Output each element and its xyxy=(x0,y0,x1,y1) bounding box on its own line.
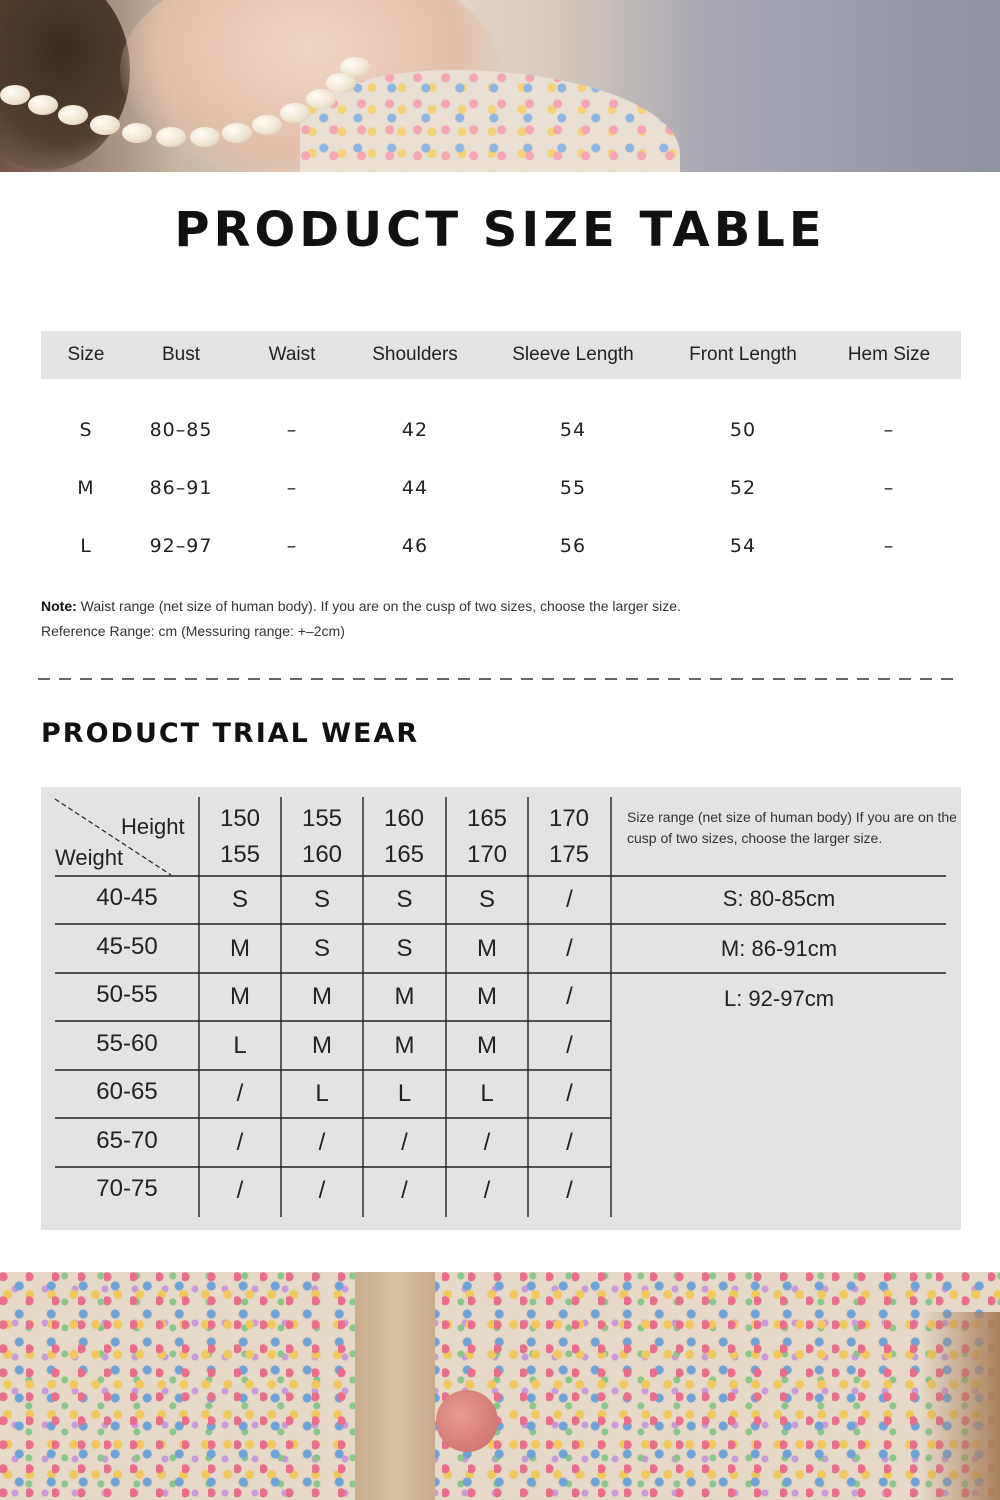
size-chart-card xyxy=(0,172,1000,1272)
bottom-product-photo xyxy=(0,1272,1000,1500)
cardigan-placket xyxy=(355,1272,435,1500)
note-line xyxy=(41,594,681,619)
size-recommendation-cell: / xyxy=(236,1177,244,1204)
size-cell: S xyxy=(79,419,93,441)
bust-cell: 92–97 xyxy=(149,535,213,557)
pearl xyxy=(252,115,282,135)
size-recommendation-cell: / xyxy=(483,1177,491,1204)
header-hem-size: Hem Size xyxy=(847,344,931,365)
weight-range-label: 70-75 xyxy=(96,1175,158,1202)
front-length-cell: 54 xyxy=(729,535,757,557)
waist-cell: – xyxy=(286,419,298,441)
height-from: 160 xyxy=(383,805,425,832)
page-title: PRODUCT SIZE TABLE xyxy=(174,202,826,258)
size-recommendation-cell: / xyxy=(318,1128,326,1156)
cardigan-button xyxy=(436,1390,498,1452)
hem-size-cell: – xyxy=(883,419,895,441)
product-size-table xyxy=(41,331,961,575)
size-recommendation-cell: S xyxy=(313,934,330,962)
size-recommendation-cell: L xyxy=(233,1031,247,1059)
pearl xyxy=(156,127,186,147)
size-cell: M xyxy=(77,477,95,499)
size-recommendation-cell: M xyxy=(230,934,250,962)
pearl xyxy=(190,127,220,147)
hem-size-cell: – xyxy=(883,535,895,557)
size-range-l: L: 92-97cm xyxy=(723,986,835,1011)
height-range-header xyxy=(528,801,610,873)
table-row xyxy=(41,459,961,517)
weight-range-label: 50-55 xyxy=(96,981,158,1008)
background-shade xyxy=(920,1312,1000,1500)
weight-label: Weight xyxy=(55,845,124,870)
size-table-body xyxy=(41,379,961,575)
note-text: Waist range (net size of human body). If you are on the cusp of two sizes, choose the larger size. xyxy=(76,598,681,614)
height-to: 160 xyxy=(301,841,343,868)
size-table-header xyxy=(41,331,961,379)
weight-range-label: 55-60 xyxy=(96,1029,158,1057)
height-from: 150 xyxy=(219,805,261,832)
table-row xyxy=(41,517,961,575)
size-recommendation-cell: S xyxy=(478,886,495,913)
size-recommendation-cell: L xyxy=(315,1080,329,1107)
height-range-header xyxy=(363,801,445,873)
trial-info-text: Size range (net size of human body) If you are on the cusp of two sizes, choose the larger size. xyxy=(627,809,957,846)
size-cell: L xyxy=(80,535,92,557)
hem-size-cell: – xyxy=(883,477,895,499)
size-recommendation-cell: M xyxy=(312,1031,332,1059)
height-range-header xyxy=(446,801,528,873)
size-recommendation-cell: / xyxy=(566,886,573,913)
size-recommendation-cell: S xyxy=(396,934,413,962)
size-range-m: M: 86-91cm xyxy=(720,936,838,961)
pearl xyxy=(280,103,310,123)
size-recommendation-cell: / xyxy=(483,1128,491,1156)
weight-range-label: 60-65 xyxy=(96,1078,158,1105)
pearl-necklace xyxy=(0,55,360,172)
trial-wear-table xyxy=(41,787,961,1230)
height-range-header xyxy=(281,801,363,873)
size-recommendation-cell: / xyxy=(318,1177,326,1204)
size-recommendation-cell: / xyxy=(566,934,573,962)
pearl xyxy=(0,85,30,105)
sleeve-length-cell: 54 xyxy=(559,419,587,441)
size-recommendation-cell: S xyxy=(396,886,413,913)
size-recommendation-cell: / xyxy=(566,1080,573,1107)
sleeve-length-cell: 55 xyxy=(559,477,587,499)
header-sleeve-length: Sleeve Length xyxy=(512,344,634,365)
note-label: Note: xyxy=(41,598,77,614)
pearl xyxy=(306,89,336,109)
table-row xyxy=(41,401,961,459)
pearl xyxy=(340,57,370,77)
size-recommendation-cell: M xyxy=(477,934,497,962)
header-shoulders: Shoulders xyxy=(372,344,458,365)
header-bust: Bust xyxy=(161,344,201,365)
size-recommendation-cell: M xyxy=(477,983,497,1010)
shoulders-cell: 44 xyxy=(401,477,429,499)
size-recommendation-cell: M xyxy=(230,983,250,1010)
pearl xyxy=(58,105,88,125)
weight-range-label: 40-45 xyxy=(96,884,158,911)
reference-range-text: Reference Range: cm (Messuring range: +–2cm) xyxy=(41,623,345,639)
size-recommendation-cell: / xyxy=(401,1177,408,1204)
header-size: Size xyxy=(67,344,105,365)
shoulders-cell: 42 xyxy=(401,419,429,441)
header-waist: Waist xyxy=(268,344,316,365)
pearl xyxy=(28,95,58,115)
size-recommendation-cell: / xyxy=(566,1128,573,1156)
size-recommendation-cell: / xyxy=(236,1128,244,1156)
size-recommendation-cell: / xyxy=(401,1128,408,1156)
height-range-header xyxy=(199,801,281,873)
trial-wear-title: PRODUCT TRIAL WEAR xyxy=(41,718,420,749)
size-recommendation-cell: / xyxy=(566,1031,573,1059)
size-recommendation-cell: M xyxy=(394,1031,415,1059)
top-product-photo xyxy=(0,0,1000,172)
size-note xyxy=(41,594,681,644)
waist-cell: – xyxy=(286,477,298,499)
weight-range-label: 65-70 xyxy=(96,1126,158,1154)
front-length-cell: 52 xyxy=(729,477,757,499)
size-recommendation-cell: / xyxy=(566,983,573,1010)
size-range-s: S: 80-85cm xyxy=(722,886,836,911)
height-to: 155 xyxy=(219,841,261,868)
waist-cell: – xyxy=(286,535,298,557)
size-recommendation-cell: S xyxy=(231,886,248,913)
pearl xyxy=(122,123,152,143)
height-from: 165 xyxy=(466,805,508,832)
front-length-cell: 50 xyxy=(729,419,757,441)
size-recommendation-cell: L xyxy=(397,1080,412,1107)
weight-range-label: 45-50 xyxy=(96,932,158,960)
section-divider xyxy=(38,677,962,681)
header-front-length: Front Length xyxy=(689,344,797,365)
size-recommendation-cell: M xyxy=(394,983,415,1010)
height-to: 165 xyxy=(383,841,425,868)
shoulders-cell: 46 xyxy=(401,535,429,557)
size-recommendation-cell: M xyxy=(312,983,332,1010)
height-from: 155 xyxy=(301,805,343,832)
size-recommendation-cell: S xyxy=(313,886,330,913)
bust-cell: 86–91 xyxy=(149,477,213,499)
pearl xyxy=(222,123,252,143)
height-to: 175 xyxy=(548,841,590,868)
size-recommendation-cell: / xyxy=(566,1177,573,1204)
bust-cell: 80–85 xyxy=(149,419,213,441)
size-recommendation-cell: L xyxy=(480,1080,494,1107)
height-from: 170 xyxy=(548,805,590,832)
height-to: 170 xyxy=(466,841,508,868)
pearl xyxy=(90,115,120,135)
size-recommendation-cell: / xyxy=(236,1080,244,1107)
height-label: Height xyxy=(121,814,185,839)
size-recommendation-cell: M xyxy=(477,1031,497,1059)
sleeve-length-cell: 56 xyxy=(559,535,587,557)
